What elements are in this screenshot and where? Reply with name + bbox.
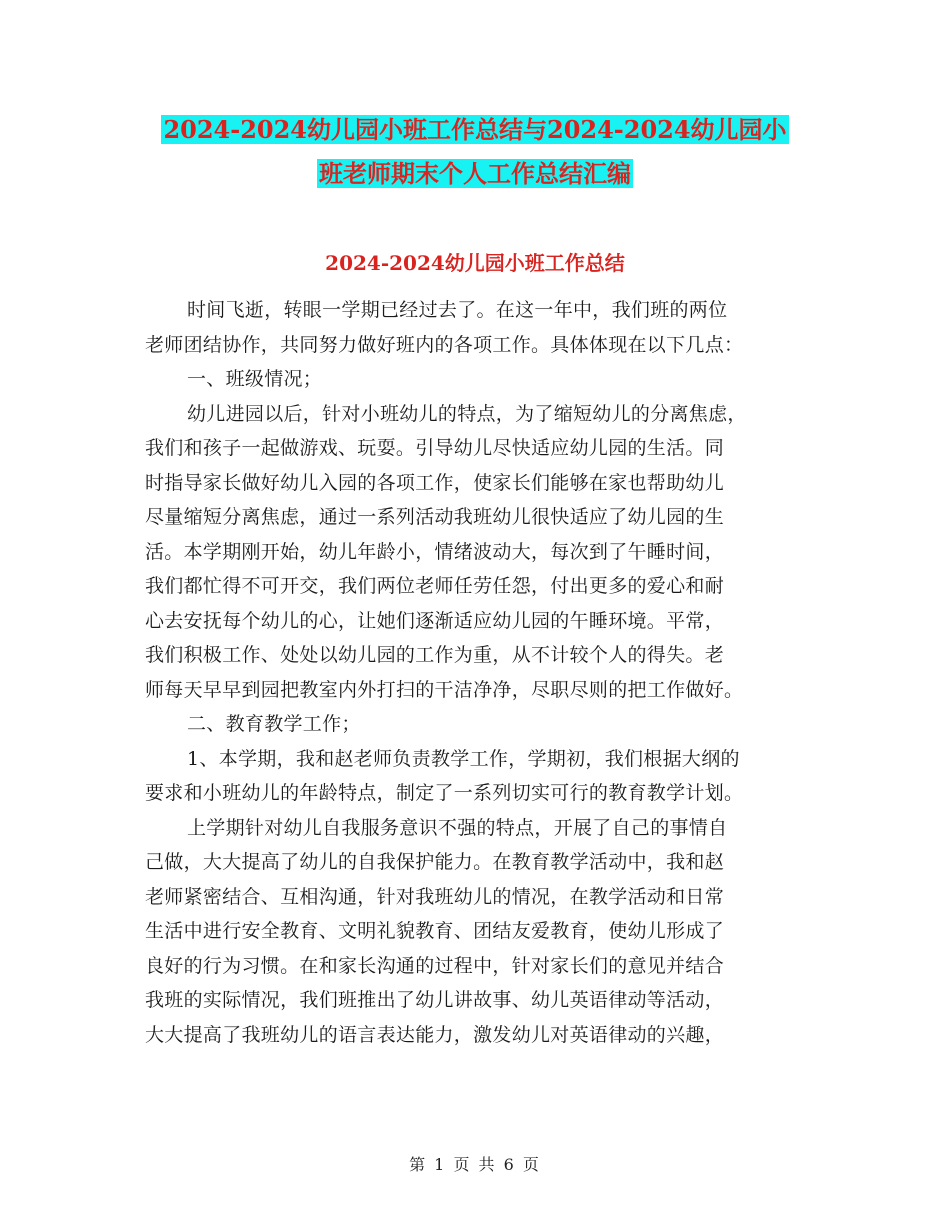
section-heading: 2024-2024幼儿园小班工作总结 — [325, 251, 625, 275]
body-line: 老师团结协作，共同努力做好班内的各项工作。具体体现在以下几点： — [145, 333, 744, 356]
body-line: 尽量缩短分离焦虑，通过一系列活动我班幼儿很快适应了幼儿园的生 — [145, 506, 725, 528]
body-line: 幼儿进园以后，针对小班幼儿的特点，为了缩短幼儿的分离焦虑， — [187, 402, 747, 425]
body-line: 己做，大大提高了幼儿的自我保护能力。在教育教学活动中，我和赵 — [145, 851, 725, 873]
document-title-line-2 — [0, 156, 950, 192]
body-line: 心去安抚每个幼儿的心，让她们逐渐适应幼儿园的午睡环境。平常， — [145, 609, 725, 632]
body-line: 时间飞逝，转眼一学期已经过去了。在这一年中，我们班的两位 — [187, 299, 728, 321]
body-line: 1、本学期，我和赵老师负责教学工作，学期初，我们根据大纲的 — [187, 747, 740, 770]
body-line: 师每天早早到园把教室内外打扫的干洁净净，尽职尽则的把工作做好。 — [145, 678, 744, 701]
body-line: 我们和孩子一起做游戏、玩耍。引导幼儿尽快适应幼儿园的生活。同 — [145, 437, 725, 459]
body-line: 上学期针对幼儿自我服务意识不强的特点，开展了自己的事情自 — [187, 816, 728, 839]
body-line: 良好的行为习惯。在和家长沟通的过程中，针对家长们的意见并结合 — [145, 954, 725, 977]
body-line: 老师紧密结合、互相沟通，针对我班幼儿的情况，在教学活动和日常 — [145, 885, 725, 908]
body-line: 大大提高了我班幼儿的语言表达能力，激发幼儿对英语律动的兴趣， — [145, 1023, 725, 1046]
title-highlight-2: 班老师期末个人工作总结汇编 — [319, 159, 631, 188]
body-line: 我班的实际情况，我们班推出了幼儿讲故事、幼儿英语律动等活动， — [145, 989, 725, 1011]
body-line: 要求和小班幼儿的年龄特点，制定了一系列切实可行的教育教学计划。 — [145, 782, 744, 804]
body-text — [145, 293, 810, 1052]
body-line: 活。本学期刚开始，幼儿年龄小，情绪波动大，每次到了午睡时间， — [145, 540, 725, 563]
body-line: 二、教育教学工作； — [187, 713, 361, 735]
document-title-line-1 — [0, 112, 950, 148]
title-highlight-1: 2024-2024幼儿园小班工作总结与2024-2024幼儿园小 — [163, 115, 787, 144]
page-number-footer: 第 1 页 共 6 页 — [409, 1155, 541, 1174]
body-line: 我们积极工作、处处以幼儿园的工作为重，从不计较个人的得失。老 — [145, 644, 725, 666]
body-line: 生活中进行安全教育、文明礼貌教育、团结友爱教育，使幼儿形成了 — [145, 920, 725, 942]
body-line: 一、班级情况； — [187, 368, 323, 390]
body-line: 时指导家长做好幼儿入园的各项工作，使家长们能够在家也帮助幼儿 — [145, 471, 725, 494]
body-line: 我们都忙得不可开交，我们两位老师任劳任怨，付出更多的爱心和耐 — [145, 575, 725, 597]
